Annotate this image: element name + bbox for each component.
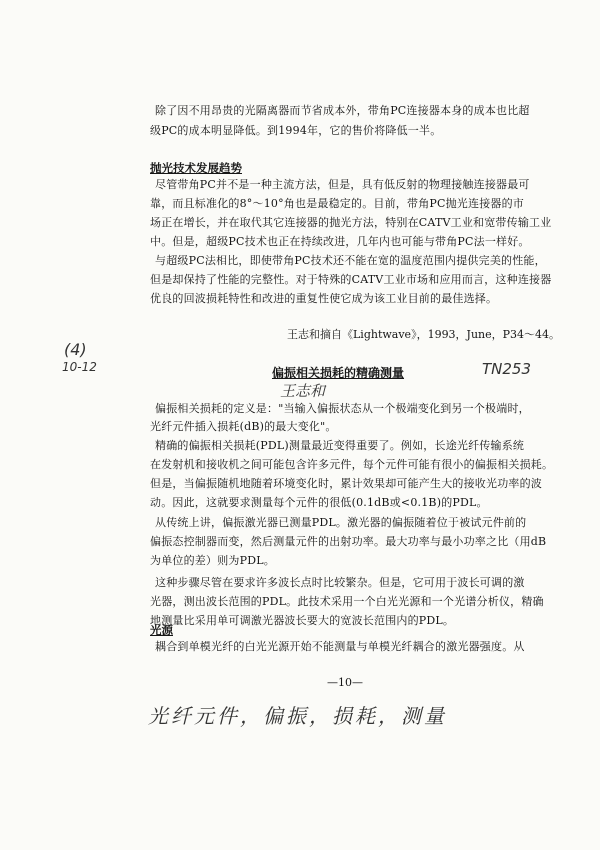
article-para3-line-3: 为单位的差）则为PDL。 <box>150 554 275 567</box>
para1-line-1: 除了因不用昂贵的光隔离器而节省成本外，带角PC连接器本身的成本也比超 <box>155 104 530 117</box>
article-para2-line-3: 但是，当偏振随机地随着环境变化时，累计效果却可能产生大的接收光功率的波 <box>150 477 542 490</box>
article-para2-line-2: 在发射机和接收机之间可能包含许多元件，每个元件可能有很小的偏振相关损耗。 <box>150 458 554 471</box>
article-para4-line-1: 这种步骤尽管在要求许多波长点时比较繁杂。但是，它可用于波长可调的激 <box>155 576 525 589</box>
article-title: 偏振相关损耗的精确测量 <box>272 366 405 380</box>
article-para2-line-4: 动。因此，这就要求测量每个元件的很低(0.1dB或<0.1B)的PDL。 <box>150 496 488 509</box>
section1-line-3: 场正在增长，并在取代其它连接器的抛光方法，特别在CATV工业和宽带传输工业 <box>150 216 552 229</box>
section-heading-polishing-trend: 抛光技术发展趋势 <box>150 161 242 175</box>
section1-line-1: 尽管带角PC并不是一种主流方法，但是，具有低反射的物理接触连接器最可 <box>155 178 530 191</box>
article-para2-line-1: 精确的偏振相关损耗(PDL)测量最近变得重要了。例如，长途光纤传输系统 <box>155 439 525 452</box>
section1-line-6: 但是却保持了性能的完整性。对于特殊的CATV工业市场和应用而言，这种连接器 <box>150 273 552 286</box>
article-para4-line-2: 光器，测出波长范围的PDL。此技术采用一个白光光源和一个光谱分析仪，精确 <box>150 595 544 608</box>
page-number: —10— <box>327 676 363 689</box>
section2-line-1: 耦合到单模光纤的白光光源开始不能测量与单模光纤耦合的激光器强度。从 <box>155 640 525 653</box>
article-para4-line-3: 地测量比采用单可调激光器波长要大的宽波长范围内的PDL。 <box>150 614 455 627</box>
section1-line-2: 靠，而且标准化的8°～10°角也是最稳定的。目前，带角PC抛光连接器的市 <box>150 197 525 210</box>
section1-line-4: 中。但是，超级PC技术也正在持续改进，几年内也可能与带角PC法一样好。 <box>150 235 530 248</box>
article-para1-line-2: 光纤元件插入损耗(dB)的最大变化"。 <box>150 420 337 433</box>
article-para3-line-1: 从传统上讲，偏振激光器已测量PDL。激光器的偏振随着位于被试元件前的 <box>155 516 527 529</box>
article-para3-line-2: 偏振态控制器而变，然后测量元件的出射功率。最大功率与最小功率之比（用dB <box>150 535 547 548</box>
section-heading-light-source: 光源 <box>150 623 173 637</box>
section1-line-7: 优良的回波损耗特性和改进的重复性使它成为该工业目前的最佳选择。 <box>150 292 498 305</box>
handwritten-margin-number: (4) <box>64 340 87 359</box>
section1-line-5: 与超级PC法相比，即使带角PC技术还不能在宽的温度范围内提供完美的性能， <box>155 254 546 267</box>
citation: 王志和摘自《Lightwave》，1993，June，P34～44。 <box>287 328 561 341</box>
article-para1-line-1: 偏振相关损耗的定义是："当输入偏振状态从一个极端变化到另一个极端时， <box>155 402 530 415</box>
handwritten-keywords: 光纤元件，偏振，损耗，测量 <box>148 704 447 728</box>
handwritten-margin-range: 10-12 <box>62 360 97 374</box>
handwritten-classification-code: TN253 <box>482 360 532 378</box>
handwritten-author: 王志和 <box>280 382 326 400</box>
para1-line-2: 级PC的成本明显降低。到1994年，它的售价将降低一半。 <box>150 124 442 137</box>
